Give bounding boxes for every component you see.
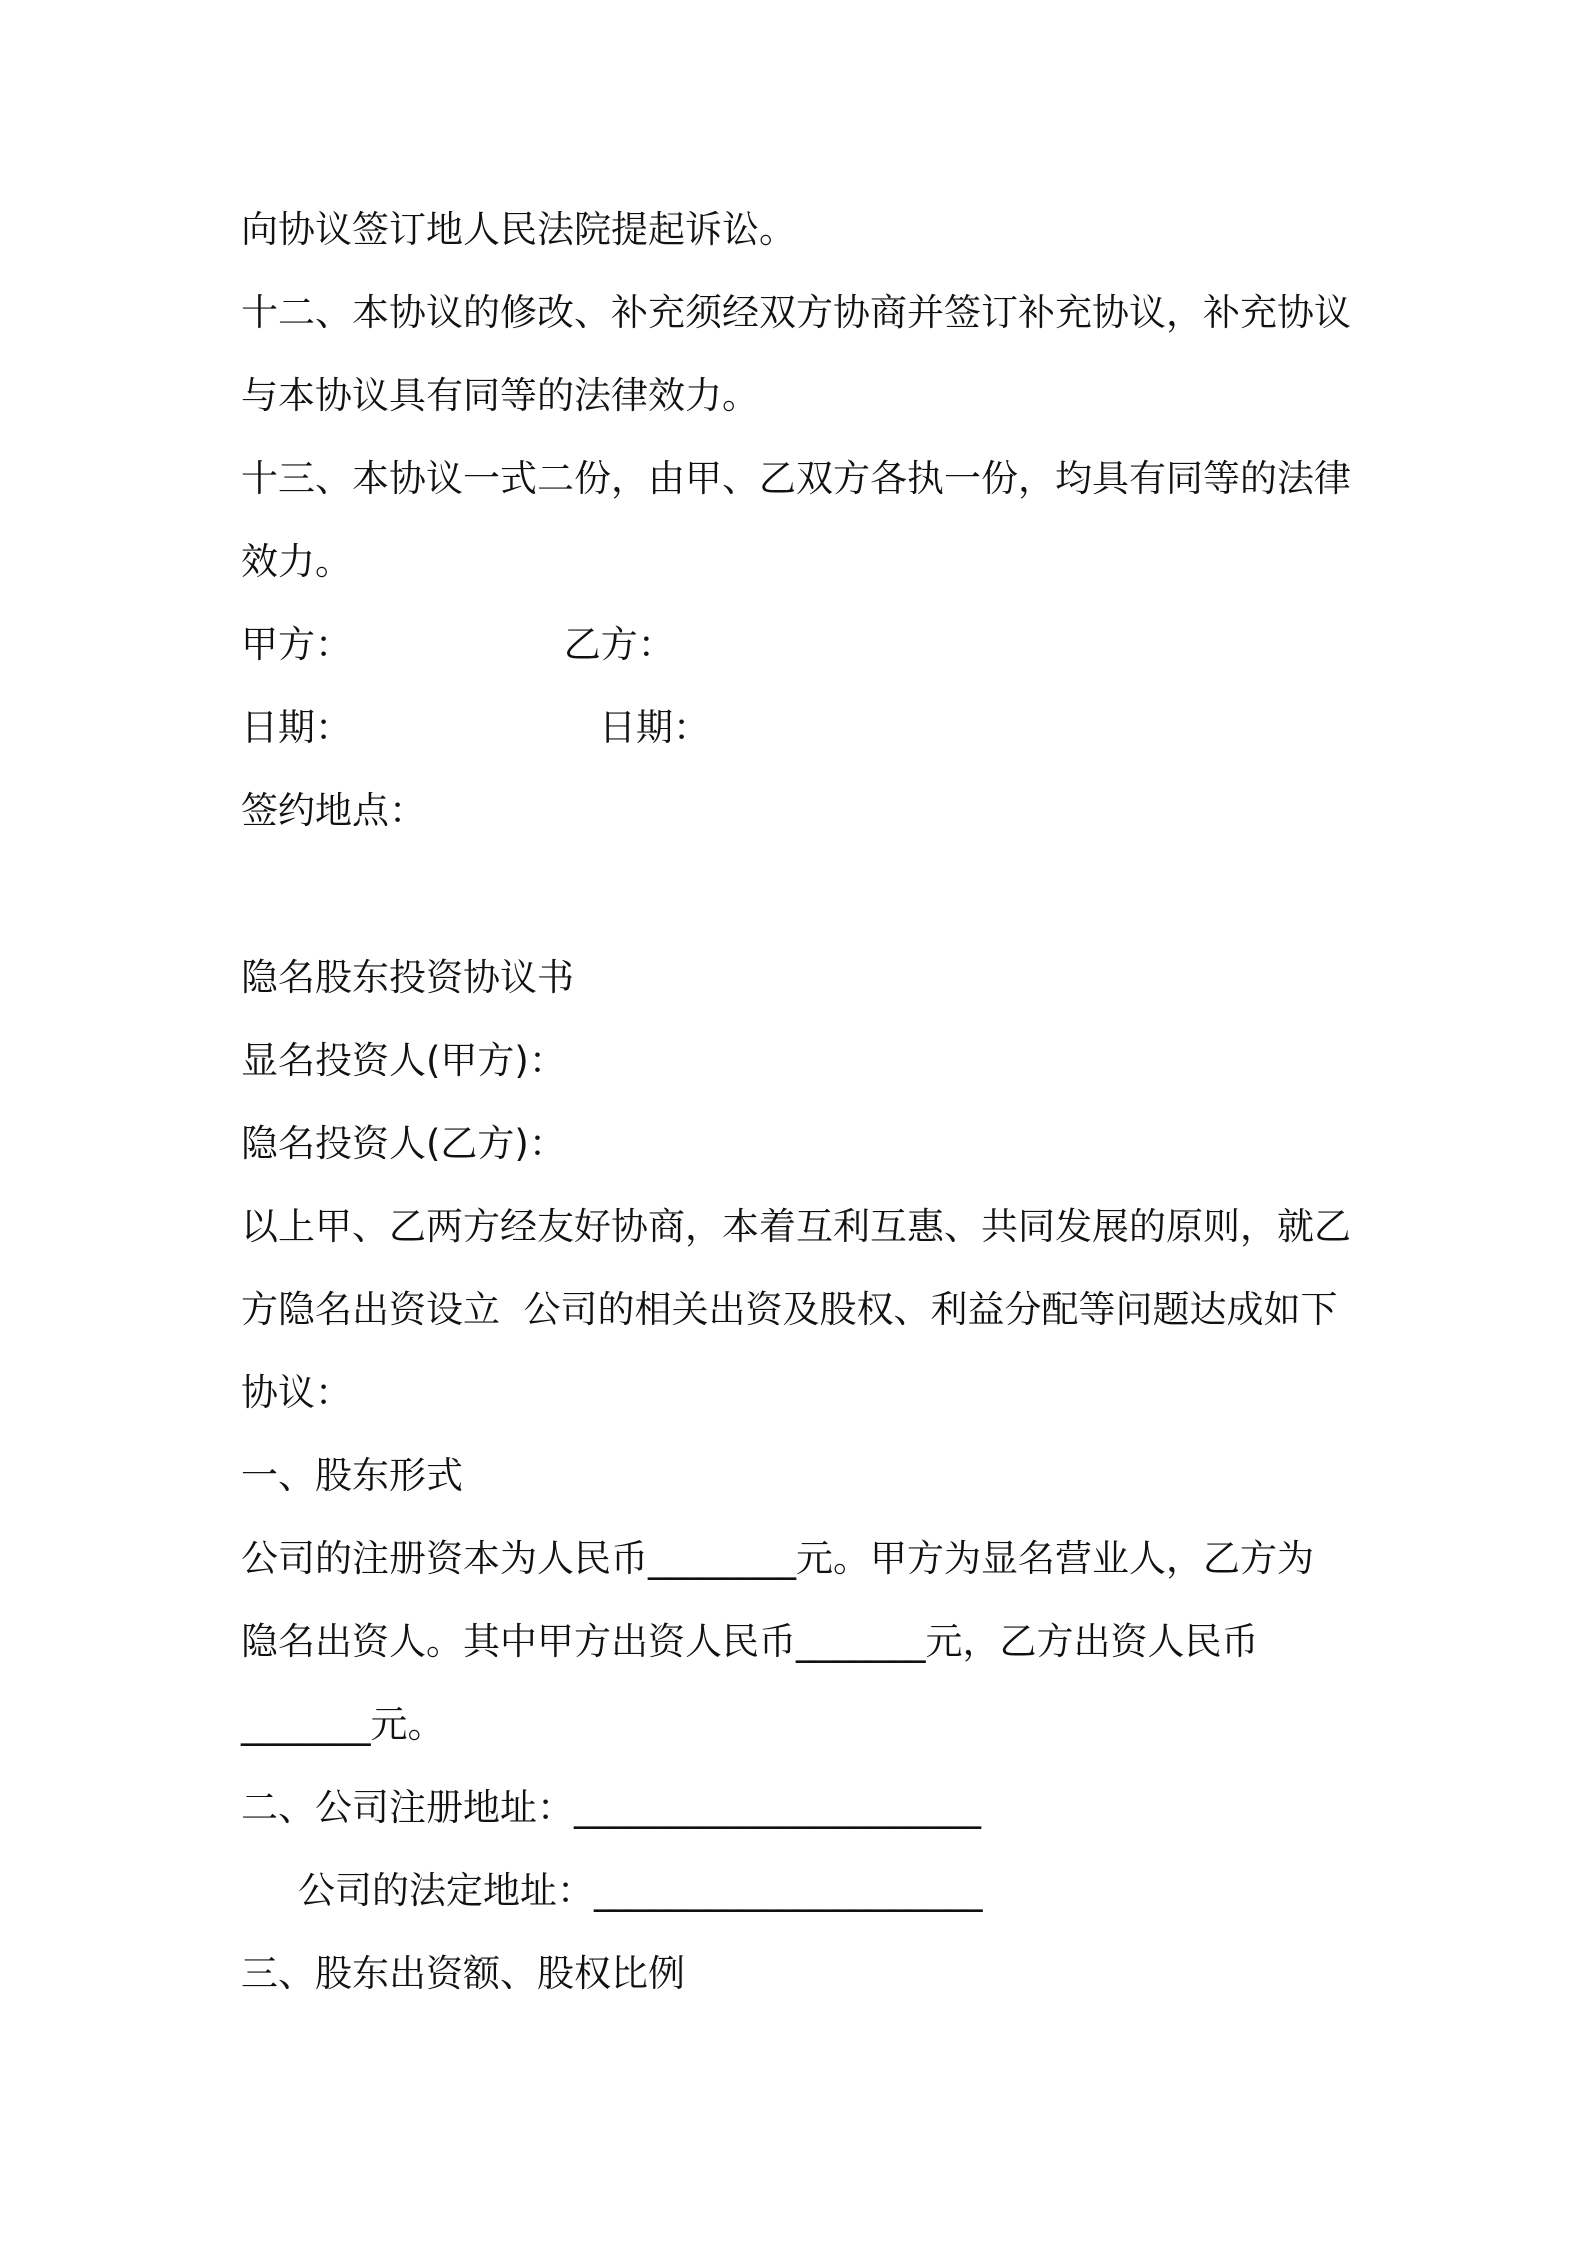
clause-12-line-2: 与本协议具有同等的法律效力。 (241, 374, 759, 417)
section-2-heading: 二、公司注册地址：______________________ (241, 1786, 981, 1829)
clause-13-line-1: 十三、本协议一式二份，由甲、乙双方各执一份，均具有同等的法律 (241, 457, 1351, 500)
section-1-line-3: _______元。 (241, 1703, 445, 1746)
party-b-line: 隐名投资人(乙方)： (241, 1122, 566, 1165)
party-a-line: 显名投资人(甲方)： (241, 1039, 566, 1082)
preamble-line-3: 协议： (241, 1371, 352, 1414)
clause-12-line-1: 十二、本协议的修改、补充须经双方协商并签订补充协议，补充协议 (241, 291, 1351, 334)
party-signature-line: 甲方： 乙方： (241, 623, 675, 666)
section-1-heading: 一、股东形式 (241, 1454, 463, 1497)
date-signature-line: 日期： 日期： (241, 706, 710, 749)
signing-location-line: 签约地点： (241, 789, 426, 832)
section-1-line-1: 公司的注册资本为人民币________元。甲方为显名营业人，乙方为 (241, 1537, 1314, 1580)
legal-address-line: 公司的法定地址：_____________________ (298, 1869, 983, 1912)
clause-11-continuation: 向协议签订地人民法院提起诉讼。 (241, 208, 796, 251)
agreement-title: 隐名股东投资协议书 (241, 956, 574, 999)
section-1-line-2: 隐名出资人。其中甲方出资人民币_______元，乙方出资人民币 (241, 1620, 1259, 1663)
section-3-heading: 三、股东出资额、股权比例 (241, 1952, 685, 1995)
preamble-line-1: 以上甲、乙两方经友好协商，本着互利互惠、共同发展的原则，就乙 (241, 1205, 1351, 1248)
clause-13-line-2: 效力。 (241, 540, 352, 583)
preamble-line-2: 方隐名出资设立 公司的相关出资及股权、利益分配等问题达成如下 (241, 1288, 1338, 1331)
